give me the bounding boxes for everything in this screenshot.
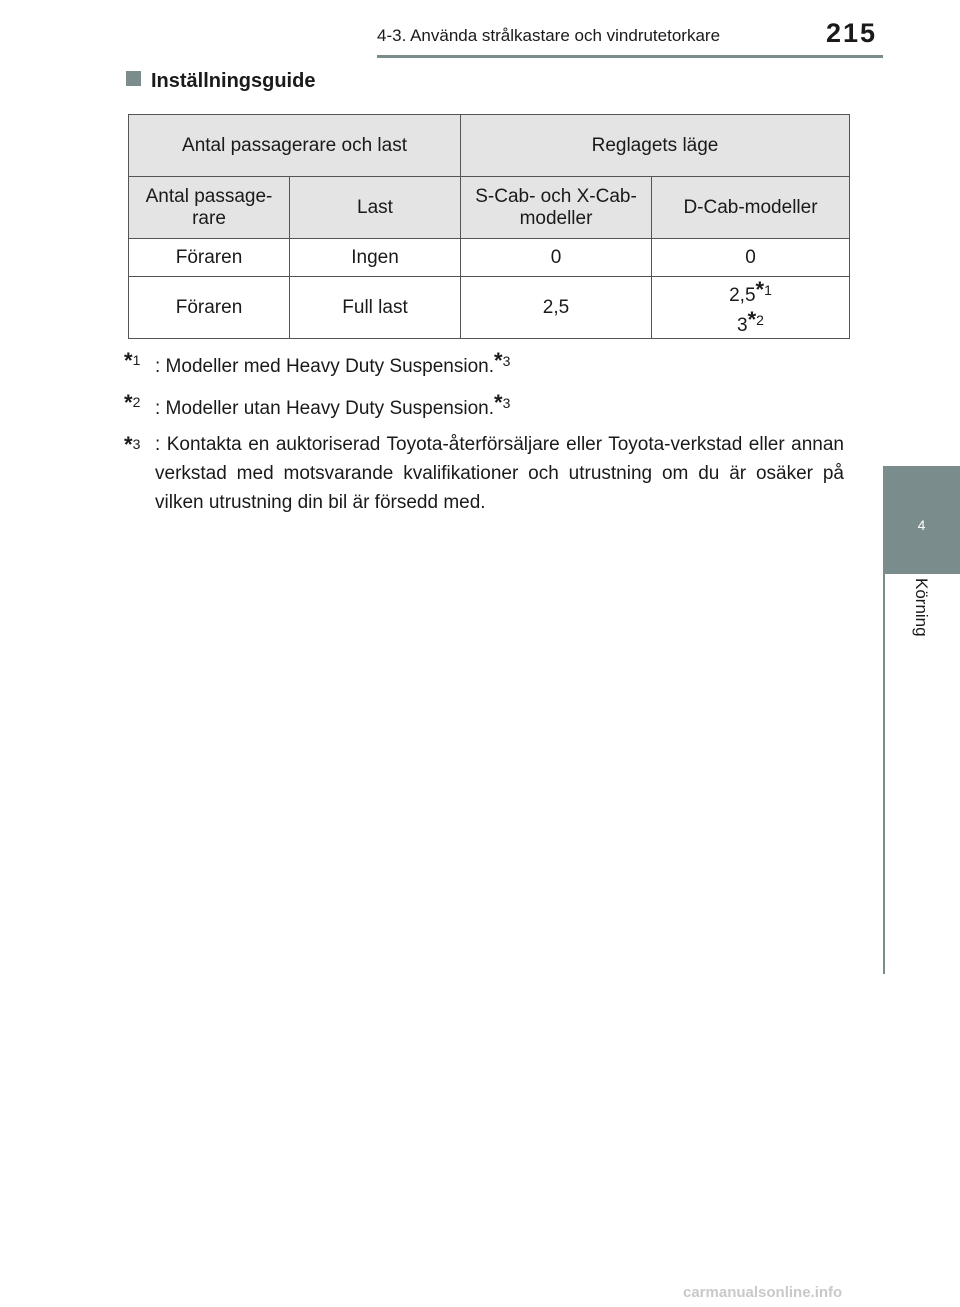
cell-d-cab: 0 xyxy=(652,239,850,277)
watermark: carmanualsonline.info xyxy=(683,1284,843,1301)
cell-s-x-cab: 2,5 xyxy=(461,277,652,339)
footnote-cross-ref: 3 xyxy=(502,395,511,411)
cell-load: Full last xyxy=(290,277,461,339)
footnote-star: * xyxy=(494,348,503,373)
column-header-s-x-cab: S-Cab- och X-Cab-modeller xyxy=(461,177,652,239)
square-bullet-icon xyxy=(126,71,141,86)
chapter-number: 4 xyxy=(883,466,960,574)
footnote-star: * xyxy=(124,390,133,415)
group-header-passengers-load: Antal passagerare och last xyxy=(129,115,461,177)
footnote-item xyxy=(124,346,844,381)
cell-load: Ingen xyxy=(290,239,461,277)
chapter-label: Körning xyxy=(912,578,931,637)
page-header xyxy=(0,0,960,60)
chapter-title: 4-3. Använda strålkastare och vindrutetorkare xyxy=(377,26,721,45)
footnote-number: 2 xyxy=(132,394,141,410)
footnote-star: * xyxy=(494,390,503,415)
settings-table xyxy=(128,114,850,339)
footnote-item xyxy=(124,388,844,423)
header-divider xyxy=(377,55,883,58)
footnote-number: 3 xyxy=(132,436,141,452)
footnote-star: * xyxy=(755,276,765,302)
footnote-ref: 2 xyxy=(756,311,764,328)
cell-d-cab xyxy=(652,277,850,339)
side-tab-divider xyxy=(883,574,885,974)
page-number: 215 xyxy=(826,18,878,48)
footnote-number: 1 xyxy=(132,352,141,368)
table-row xyxy=(129,277,850,339)
column-header-passengers: Antal passage-rare xyxy=(129,177,290,239)
chapter-side-tab xyxy=(883,466,960,974)
column-header-load: Last xyxy=(290,177,461,239)
footnote-text: : Modeller med Heavy Duty Suspension. xyxy=(155,356,494,377)
section-heading-text: Inställningsguide xyxy=(151,70,316,92)
cell-s-x-cab: 0 xyxy=(461,239,652,277)
d-cab-value-hd: 2,5 xyxy=(729,284,756,306)
footnote-text: : Kontakta en auktoriserad Toyota-återförsäljare eller Toyota-verkstad eller annan verkstad med motsvarande kvalifikationer och utrustning om du är osäker på vilken utrustning din bil är försedd med. xyxy=(155,434,844,513)
footnote-item xyxy=(124,430,844,517)
cell-passengers: Föraren xyxy=(129,277,290,339)
section-heading xyxy=(126,70,315,93)
group-header-switch-position: Reglagets läge xyxy=(461,115,850,177)
footnote-cross-ref: 3 xyxy=(502,353,511,369)
d-cab-value-std: 3 xyxy=(737,314,748,336)
footnotes xyxy=(124,346,844,524)
footnote-ref: 1 xyxy=(764,281,772,298)
column-header-d-cab: D-Cab-modeller xyxy=(652,177,850,239)
footnote-text: : Modeller utan Heavy Duty Suspension. xyxy=(155,398,495,419)
cell-passengers: Föraren xyxy=(129,239,290,277)
table-row xyxy=(129,239,850,277)
footnote-star: * xyxy=(124,432,133,457)
footnote-star: * xyxy=(747,306,757,332)
footnote-star: * xyxy=(124,348,133,373)
